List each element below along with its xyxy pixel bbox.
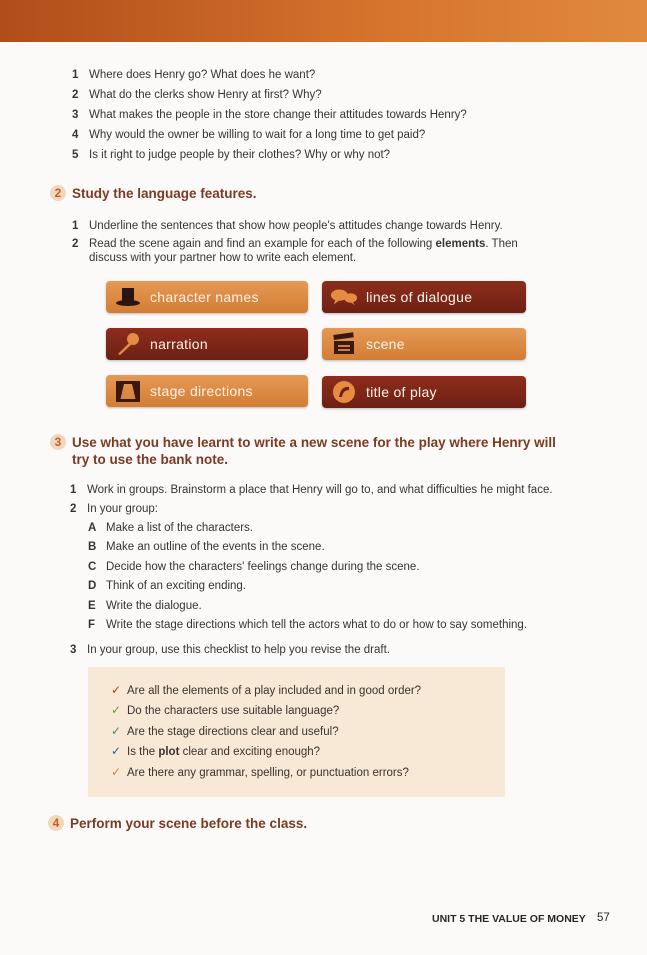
- check-icon: ✓: [111, 765, 122, 779]
- subitem-text: Make an outline of the events in the scene.: [106, 541, 325, 553]
- item-text-line2: discuss with your partner how to write each element.: [89, 252, 357, 264]
- tile-label: title of play: [366, 384, 437, 400]
- section-number-badge: 3: [50, 434, 66, 450]
- section-number-badge: 2: [50, 185, 66, 201]
- check-icon: ✓: [111, 703, 122, 717]
- top-hat-icon: [114, 285, 142, 309]
- element-tile-lines-of-dialogue: [322, 281, 526, 313]
- question-text: What makes the people in the store change their attitudes towards Henry?: [89, 109, 467, 121]
- subitem-letter: E: [88, 600, 96, 612]
- element-tile-character-names: [106, 281, 308, 313]
- question-number: 2: [72, 89, 79, 101]
- bold-term: plot: [158, 746, 180, 758]
- section-4-heading: [48, 815, 307, 832]
- subitem-letter: D: [88, 580, 97, 592]
- clapperboard-icon: [330, 332, 358, 356]
- section-title: Study the language features.: [72, 186, 257, 201]
- check-icon: ✓: [111, 744, 122, 758]
- section-title-line1: Use what you have learnt to write a new scene for the play where Henry will: [72, 435, 556, 450]
- tile-label: character names: [150, 289, 259, 305]
- stage-curtain-icon: [114, 379, 142, 403]
- question-text: Is it right to judge people by their clothes? Why or why not?: [89, 149, 391, 161]
- top-color-band: [0, 0, 647, 42]
- section-3-heading: [50, 434, 610, 451]
- subitem-letter: F: [88, 619, 96, 631]
- subitem-c: [88, 561, 420, 573]
- section-title-line2: try to use the bank note.: [72, 452, 229, 467]
- subitem-letter: C: [88, 561, 97, 573]
- tile-label: scene: [366, 336, 405, 352]
- checklist-text: Are there any grammar, spelling, or punctuation errors?: [127, 767, 409, 779]
- checklist-item: [111, 683, 421, 697]
- unit-footer: UNIT 5 THE VALUE OF MONEY: [432, 913, 586, 925]
- subitem-e: [88, 600, 202, 612]
- checklist-text: Do the characters use suitable language?: [127, 705, 340, 717]
- section-3-heading-cont: [72, 451, 228, 468]
- checklist-text: clear and exciting enough?: [179, 746, 321, 758]
- question-number: 4: [72, 129, 79, 141]
- checklist-item: [111, 703, 339, 717]
- section-2-heading: [50, 185, 257, 202]
- item-text: Underline the sentences that show how people's attitudes change towards Henry.: [89, 220, 503, 232]
- checklist-text: Is the: [127, 746, 159, 758]
- question-text: What do the clerks show Henry at first? Why?: [89, 89, 322, 101]
- tile-label: narration: [150, 336, 208, 352]
- check-icon: ✓: [111, 683, 122, 697]
- checklist-text: Are the stage directions clear and useful?: [127, 726, 339, 738]
- checklist-item: [111, 724, 339, 738]
- item-text: Work in groups. Brainstorm a place that Henry will go to, and what difficulties he might face.: [87, 484, 553, 496]
- question-number: 1: [72, 69, 79, 81]
- item-text: In your group:: [87, 503, 158, 515]
- bold-term: elements: [435, 238, 486, 250]
- subitem-text: Write the stage directions which tell the actors what to do or how to say something.: [106, 619, 528, 631]
- subitem-b: [88, 541, 325, 553]
- tile-label: stage directions: [150, 383, 253, 399]
- item-text-part: . Then: [485, 238, 518, 250]
- element-tile-title-of-play: [322, 376, 526, 408]
- subitem-text: Write the dialogue.: [106, 600, 202, 612]
- section-number-badge: 4: [48, 815, 64, 831]
- tile-label: lines of dialogue: [366, 289, 473, 305]
- item-number: 3: [70, 644, 77, 656]
- question-text: Why would the owner be willing to wait for a long time to get paid?: [89, 129, 426, 141]
- item-number: 1: [70, 484, 77, 496]
- check-icon: ✓: [111, 724, 122, 738]
- page-number: 57: [597, 912, 610, 924]
- subitem-a: [88, 522, 253, 534]
- subitem-text: Make a list of the characters.: [106, 522, 254, 534]
- subitem-letter: A: [88, 522, 97, 534]
- microphone-icon: [114, 332, 142, 356]
- item-text: In your group, use this checklist to help you revise the draft.: [87, 644, 390, 656]
- checklist-item: [111, 765, 409, 779]
- subitem-letter: B: [88, 541, 97, 553]
- checklist-item: [111, 744, 320, 758]
- subitem-f: [88, 619, 527, 631]
- element-tile-scene: [322, 328, 526, 360]
- item-text: [89, 238, 518, 250]
- subitem-text: Think of an exciting ending.: [106, 580, 247, 592]
- question-text: Where does Henry go? What does he want?: [89, 69, 316, 81]
- subitem-text: Decide how the characters' feelings change during the scene.: [106, 561, 420, 573]
- script-icon: [330, 380, 358, 404]
- item-text-part: Read the scene again and find an example for each of the following: [89, 238, 436, 250]
- question-number: 3: [72, 109, 79, 121]
- checklist-text: Are all the elements of a play included and in good order?: [127, 685, 422, 697]
- element-tile-narration: [106, 328, 308, 360]
- subitem-d: [88, 580, 246, 592]
- section-title: Perform your scene before the class.: [70, 816, 308, 831]
- question-number: 5: [72, 149, 79, 161]
- item-number: 2: [70, 503, 77, 515]
- item-number: 2: [72, 238, 79, 250]
- item-number: 1: [72, 220, 79, 232]
- element-tile-stage-directions: [106, 375, 308, 407]
- speech-bubbles-icon: [330, 285, 358, 309]
